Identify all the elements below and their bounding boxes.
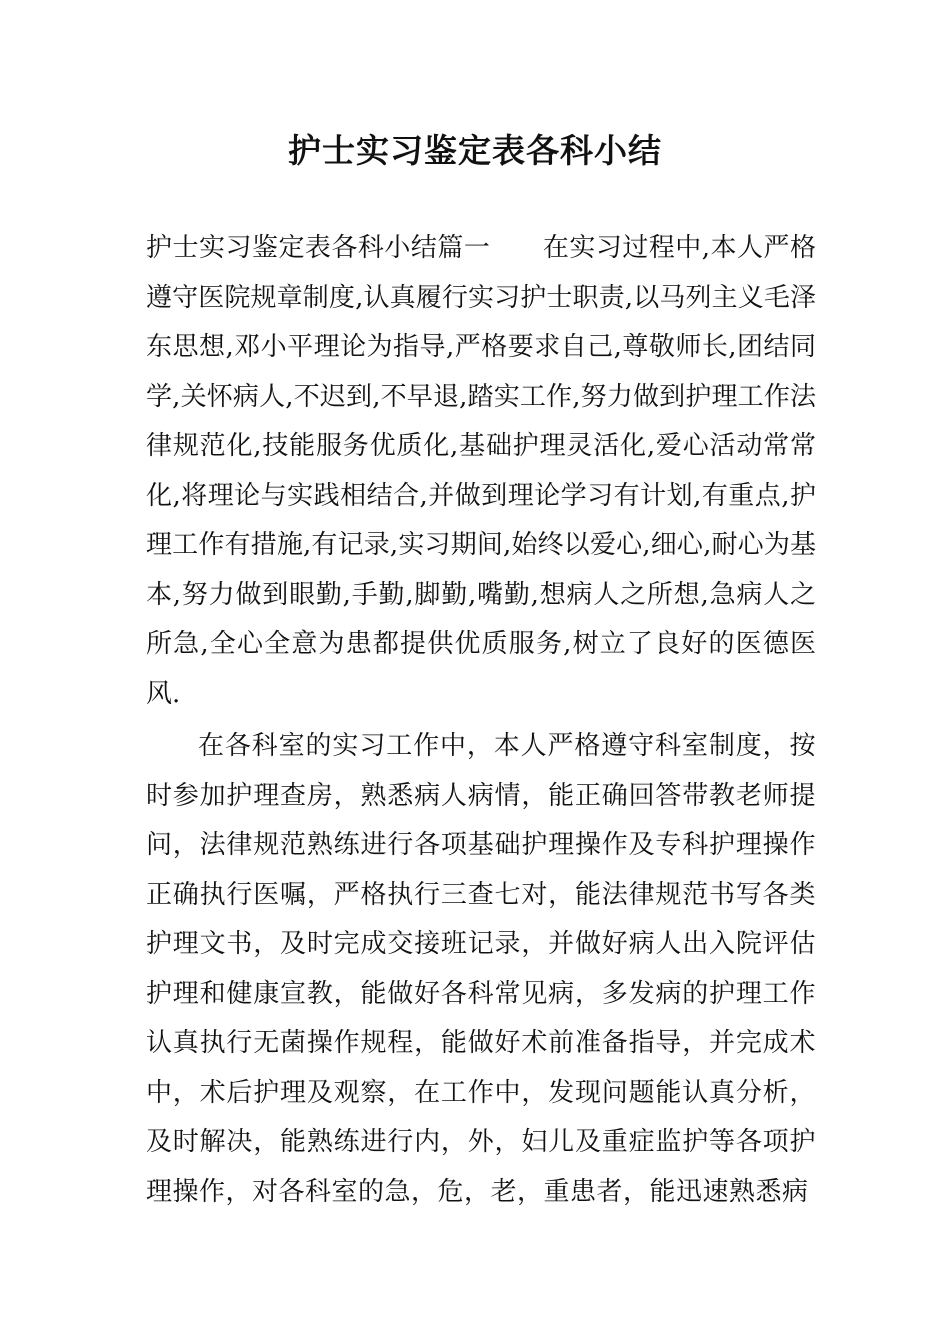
- paragraph-2: 在各科室的实习工作中，本人严格遵守科室制度，按时参加护理查房，熟悉病人病情，能正确回答带教老师提问，法律规范熟练进行各项基础护理操作及专科护理操作正确执行医嘱，严格执行三查七对，能法律规范书写各类护理文书，及时完成交接班记录，并做好病人出入院评估护理和健康宣教，能做好各科常见病，多发病的护理工作认真执行无菌操作规程，能做好术前准备指导，并完成术中，术后护理及观察，在工作中，发现问题能认真分析，及时解决，能熟练进行内，外，妇儿及重症监护等各项护理操作，对各科室的急，危，老，重患者，能迅速熟悉病: [146, 731, 816, 1207]
- paragraph-1: [146, 224, 816, 719]
- document-title: 护士实习鉴定表各科小结: [288, 131, 662, 170]
- section-heading: 护士实习鉴定表各科小结篇一: [146, 233, 491, 263]
- paragraph-1-text: 在实习过程中,本人严格遵守医院规章制度,认真履行实习护士职责,以马列主义毛泽东思想,邓小平理论为指导,严格要求自己,尊敬师长,团结同学,关怀病人,不迟到,不早退,踏实工作,努力做到护理工作法律规范化,技能服务优质化,基础护理灵活化,爱心活动常常化,将理论与实践相结合,并做到理论学习有计划,有重点,护理工作有措施,有记录,实习期间,始终以爱心,细心,耐心为基本,努力做到眼勤,手勤,脚勤,嘴勤,想病人之所想,急病人之所急,全心全意为患都提供优质服务,树立了良好的医德医风.: [146, 233, 816, 709]
